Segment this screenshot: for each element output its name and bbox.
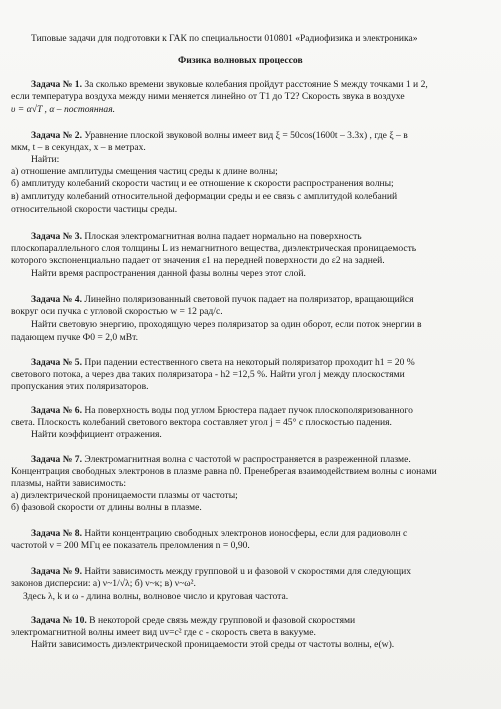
problem-label: Задача № 8.	[31, 528, 82, 539]
problem-text-line: Найти зависимость диэлектрической проницаемости этой среды от частоты волны, e(w).	[31, 639, 395, 650]
problem-label: Задача № 1.	[31, 79, 82, 90]
problem-text-line: плоскопараллельного слоя толщины L из немагнитного вещества, диэлектрическая проницаемость	[11, 243, 417, 254]
problem-label: Задача № 5.	[31, 357, 82, 368]
problem-label: Задача № 10.	[31, 615, 87, 626]
document-header: Типовые задачи для подготовки к ГАК по специальности 010801 «Радиофизика и электроника»	[31, 34, 418, 44]
problem-label: Задача № 2.	[31, 130, 82, 141]
problem-text-line: Уравнение плоской звуковой волны имеет вид ξ = 50cos(1600t – 3.3x) , где ξ – в	[84, 130, 408, 141]
problem-text-line: падающем пучке Ф0 = 2,0 мВт.	[11, 332, 138, 343]
problem-label: Задача № 4.	[31, 294, 82, 305]
problem-text-line: Найти время распространения данной фазы волны через этот слой.	[31, 268, 306, 279]
problem-text-line: пропускания этих поляризаторов.	[11, 381, 149, 392]
problem-text-line: При падении естественного света на некоторый поляризатор проходит h1 = 20 %	[84, 357, 415, 368]
problem-text-line: На поверхность воды под углом Брюстера падает пучок плоскополяризованного	[84, 405, 413, 416]
problem-text-line: которого экспоненциально падает от значения ε1 на передней поверхности до ε2 на задней.	[11, 255, 385, 266]
problem-text-line: Найти коэффициент отражения.	[31, 429, 162, 440]
problem-label: Задача № 6.	[31, 405, 82, 416]
problem-text-line: относительной скорости частицы среды.	[11, 204, 178, 215]
problem-label: Задача № 3.	[31, 231, 82, 242]
section-title: Физика волновых процессов	[178, 55, 303, 66]
problem-text-line: плазмы, найти зависимость:	[11, 478, 127, 489]
problem-text-line: Электромагнитная волна с частотой w распространяется в разреженной плазме.	[84, 454, 411, 465]
problem-text-line: За сколько времени звуковые колебания пройдут расстояние S между точками 1 и 2,	[84, 79, 428, 90]
problem-text-line: Найти зависимость между групповой u и фазовой v скоростями для следующих	[84, 566, 412, 577]
problem-text-line: светового потока, а через два таких поляризатора - h2 =12,5 %. Найти угол j между плоскостями	[11, 369, 405, 380]
problem-text-line: Линейно поляризованный световой пучок падает на поляризатор, вращающийся	[84, 294, 414, 305]
problem-text-line: Концентрация свободных электронов в плазме равна n0. Пренебрегая взаимодействием волны с ионами	[11, 466, 437, 477]
problem-text-line: электромагнитной волны имеет вид uv=c² где c - скорость света в вакууме.	[11, 627, 316, 638]
problem-text-line: В некоторой среде связь между групповой и фазовой скоростями	[89, 615, 356, 626]
problem-text-line: мкм, t – в секундах, x – в метрах.	[11, 142, 146, 153]
problem-text-line: Найти:	[31, 154, 60, 165]
problem-text-line: в) амплитуду колебаний относительной деформации среды и ее связь с амплитудой колебаний	[11, 191, 398, 202]
problem-label: Задача № 9.	[31, 566, 82, 577]
problem-text-line: Найти концентрацию свободных электронов ионосферы, если для радиоволн с	[84, 528, 408, 539]
problem-text-line: а) диэлектрической проницаемости плазмы от частоты;	[11, 490, 238, 501]
problem-text-line: а) отношение амплитуды смещения частиц среды к длине волны;	[11, 166, 278, 177]
problem-text-line: вокруг оси пучка с угловой скоростью w = 12 рад/с.	[11, 306, 223, 317]
problem-text-line: Здесь λ, k и ω - длина волны, волновое число и круговая частота.	[23, 591, 289, 602]
problem-text-line: б) амплитуду колебаний скорости частиц и ее отношение к скорости распространения волны;	[11, 178, 394, 189]
problem-text-line: б) фазовой скорости от длины волны в плазме.	[11, 502, 202, 513]
problem-text-line: если температура воздуха между ними меняется линейно от T1 до T2? Скорость звука в воздухе	[11, 91, 405, 102]
problem-text-line: частотой ν = 200 МГц ее показатель преломления n = 0,90.	[11, 540, 250, 551]
problem-text-line: Плоская электромагнитная волна падает нормально на поверхность	[84, 231, 362, 242]
problem-text-line: света. Плоскость колебаний светового вектора составляет угол j = 45° с плоскостью падения.	[11, 417, 392, 428]
problem-text-line: Найти световую энергию, проходящую через поляризатор за один оборот, если поток энергии в	[31, 319, 422, 330]
problem-text-line: υ = α√T , α – постоянная.	[11, 104, 116, 115]
problem-label: Задача № 7.	[31, 454, 82, 465]
problem-text-line: законов дисперсии: а) ν~1/√λ; б) ν~κ; в) ν~ω².	[11, 578, 196, 589]
